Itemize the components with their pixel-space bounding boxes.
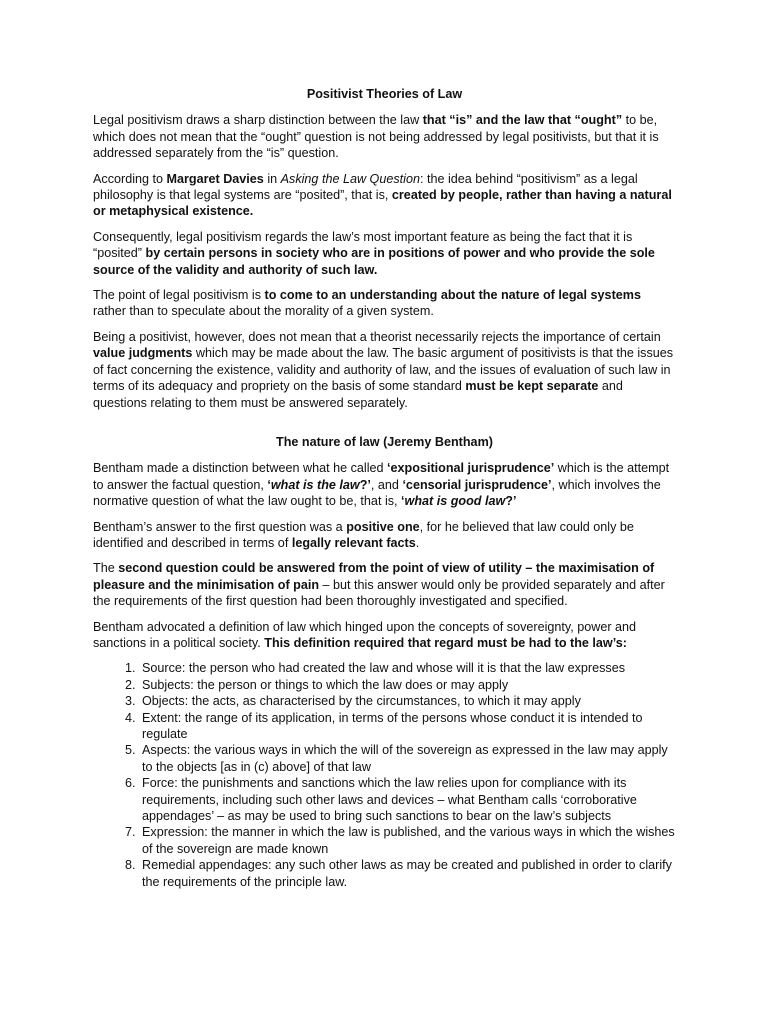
paragraph: Legal positivism draws a sharp distinction between the law that “is” and the law that “ought” to be, which does not mean that the “ought” question is not being addressed by legal positivists, but that it is addressed separately from the “is” question. xyxy=(93,113,659,161)
paragraph: Bentham made a distinction between what he called ‘expositional jurisprudence’ which is the attempt to answer the factual question, ‘what is the law?’, and ‘censorial jurisprudence’, which involves the normative question of what the law ought to be, that is, ‘what is good law?’ xyxy=(93,461,670,509)
list-item: 7. Expression: the manner in which the law is published, and the various ways in which the wishes of the sovereign are made known xyxy=(139,824,676,857)
paragraph: Being a positivist, however, does not mean that a theorist necessarily rejects the importance of certain value judgments which may be made about the law. The basic argument of positivists is that the issues of fact concerning the existence, validity and authority of law, and the issues of evaluation of such law in terms of its adequacy and propriety on the basis of some standard must be kept separate and questions relating to them must be answered separately. xyxy=(93,329,674,410)
list-item: 1. Source: the person who had created the law and whose will it is that the law expresses xyxy=(139,660,676,676)
paragraph: Consequently, legal positivism regards the law’s most important feature as being the fact that it is “posited” by certain persons in society who are in positions of power and who provide the sole source of the validity and authority of such law. xyxy=(93,229,655,277)
list-item: 4. Extent: the range of its application, in terms of the persons whose conduct it is intended to regulate xyxy=(139,710,676,743)
paragraph: Bentham’s answer to the first question was a positive one, for he believed that law could only be identified and described in terms of legally relevant facts. xyxy=(93,519,634,550)
paragraph: Bentham advocated a definition of law which hinged upon the concepts of sovereignty, power and sanctions in a political society. This definition required that regard must be had to the law’s: xyxy=(93,619,637,650)
list-item: 2. Subjects: the person or things to which the law does or may apply xyxy=(139,677,676,693)
numbered-list xyxy=(93,660,676,890)
section-heading: The nature of law (Jeremy Bentham) xyxy=(276,434,493,449)
paragraph: According to Margaret Davies in Asking the Law Question: the idea behind “positivism” as a legal philosophy is that legal systems are “posited”, that is, created by people, rather than having a natural or metaphysical existence. xyxy=(93,171,672,219)
paragraph: The point of legal positivism is to come to an understanding about the nature of legal systems rather than to speculate about the morality of a given system. xyxy=(93,288,641,319)
document-title: Positivist Theories of Law xyxy=(306,87,463,101)
list-item: 3. Objects: the acts, as characterised by the circumstances, to which it may apply xyxy=(139,693,676,709)
list-item: 5. Aspects: the various ways in which the will of the sovereign as expressed in the law may apply to the objects [as in (c) above] of that law xyxy=(139,742,676,775)
list-item: 6. Force: the punishments and sanctions which the law relies upon for compliance with its requirements, including such other laws and devices – what Bentham calls ‘corroborative appendages’ – as may be used to bring such sanctions to bear on the law’s subjects xyxy=(139,775,676,824)
list-item: 8. Remedial appendages: any such other laws as may be created and published in order to clarify the requirements of the principle law. xyxy=(139,857,676,890)
paragraph: The second question could be answered from the point of view of utility – the maximisation of pleasure and the minimisation of pain – but this answer would only be provided separately and after the requirements of the first question had been thoroughly investigated and specified. xyxy=(93,561,665,609)
